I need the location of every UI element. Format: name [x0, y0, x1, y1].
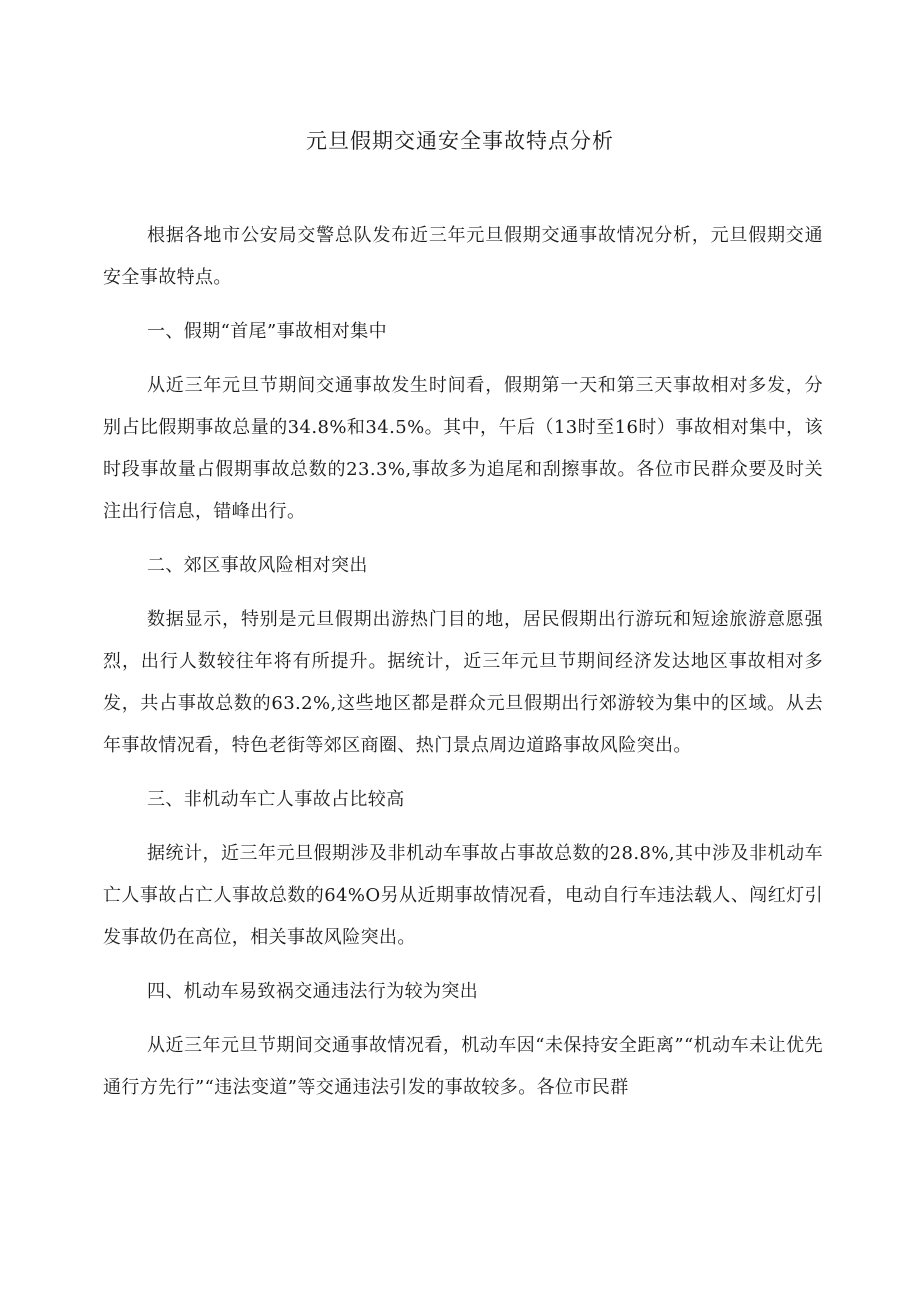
section-1-heading: 一、假期“首尾”事故相对集中: [147, 321, 388, 342]
document-title: 元旦假期交通安全事故特点分析: [306, 129, 614, 153]
section-2-heading: 二、郊区事故风险相对突出: [147, 555, 368, 576]
intro-paragraph: 根据各地市公安局交警总队发布近三年元旦假期交通事故情况分析，元旦假期交通安全事故特点。: [103, 225, 823, 288]
section-1-paragraph: 从近三年元旦节期间交通事故发生时间看，假期第一天和第三天事故相对多发，分别占比假期事故总量的34.8%和34.5%。其中，午后（13时至16时）事故相对集中，该时段事故量占假期事故总数的23.3%,事故多为追尾和刮擦事故。各位市民群众要及时关注出行信息，错峰出行。: [103, 375, 823, 522]
section-4-heading: 四、机动车易致祸交通违法行为较为突出: [147, 981, 479, 1002]
section-3-paragraph: 据统计，近三年元旦假期涉及非机动车事故占事故总数的28.8%,其中涉及非机动车亡人事故占亡人事故总数的64%O另从近期事故情况看，电动自行车违法载人、闯红灯引发事故仍在高位，相关事故风险突出。: [103, 843, 823, 948]
section-3-heading: 三、非机动车亡人事故占比较高: [147, 789, 405, 810]
document-body: [103, 215, 823, 1109]
section-2-paragraph: 数据显示，特别是元旦假期出游热门目的地，居民假期出行游玩和短途旅游意愿强烈，出行人数较往年将有所提升。据统计，近三年元旦节期间经济发达地区事故相对多发，共占事故总数的63.2%,这些地区都是群众元旦假期出行郊游较为集中的区域。从去年事故情况看，特色老街等郊区商圈、热门景点周边道路事故风险突出。: [103, 609, 823, 756]
section-4-paragraph: 从近三年元旦节期间交通事故情况看，机动车因“未保持安全距离”“机动车未让优先通行方先行”“违法变道”等交通违法引发的事故较多。各位市民群: [103, 1035, 823, 1098]
